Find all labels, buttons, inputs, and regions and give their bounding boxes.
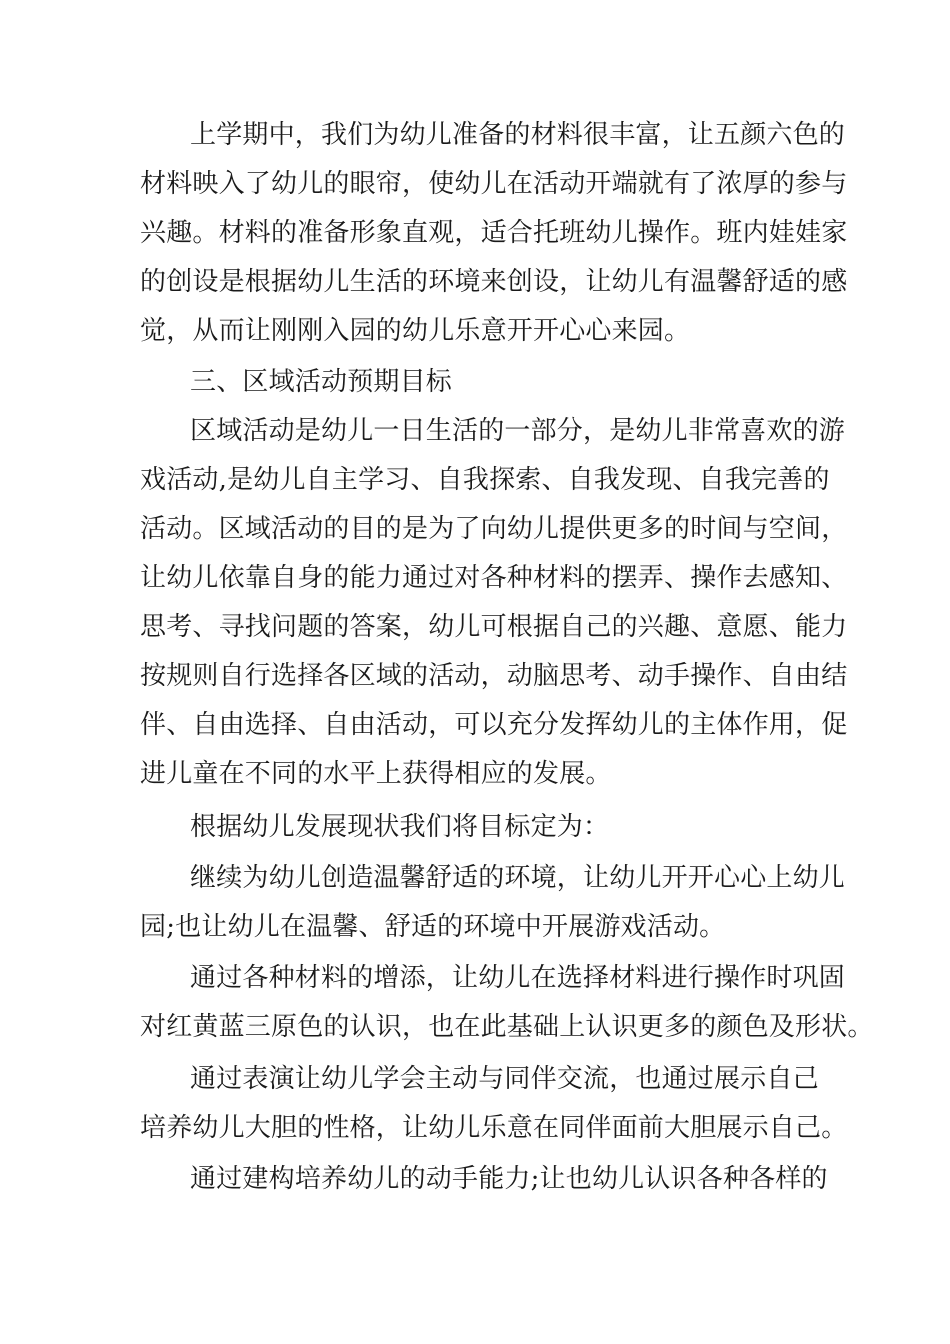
paragraph-line: 根据幼儿发展现状我们将目标定为：: [190, 812, 610, 842]
paragraph-line: 活动。区域活动的目的是为了向幼儿提供更多的时间与空间，: [140, 514, 848, 544]
paragraph-line: 材料映入了幼儿的眼帘，使幼儿在活动开端就有了浓厚的参与: [140, 169, 848, 199]
paragraph-line: 通过建构培养幼儿的动手能力;让也幼儿认识各种各样的: [190, 1164, 828, 1194]
paragraph-line: 思考、寻找问题的答案，幼儿可根据自己的兴趣、意愿、能力: [140, 612, 848, 642]
paragraph-line: 的创设是根据幼儿生活的环境来创设，让幼儿有温馨舒适的感: [140, 267, 848, 297]
paragraph-line: 按规则自行选择各区域的活动，动脑思考、动手操作、自由结: [140, 661, 848, 691]
paragraph-line: 通过各种材料的增添，让幼儿在选择材料进行操作时巩固: [190, 963, 846, 993]
paragraph-line: 兴趣。材料的准备形象直观，适合托班幼儿操作。班内娃娃家: [140, 218, 848, 248]
paragraph-line: 培养幼儿大胆的性格，让幼儿乐意在同伴面前大胆展示自己。: [140, 1113, 848, 1143]
paragraph-line: 戏活动,是幼儿自主学习、自我探索、自我发现、自我完善的: [140, 465, 830, 495]
paragraph-line: 园;也让幼儿在温馨、舒适的环境中开展游戏活动。: [140, 912, 726, 942]
paragraph-line: 觉，从而让刚刚入园的幼儿乐意开开心心来园。: [140, 316, 691, 346]
paragraph-line: 继续为幼儿创造温馨舒适的环境，让幼儿开开心心上幼儿: [190, 863, 846, 893]
section-heading: 三、区域活动预期目标: [190, 367, 453, 397]
paragraph-line: 伴、自由选择、自由活动，可以充分发挥幼儿的主体作用，促: [140, 710, 848, 740]
paragraph-line: 进儿童在不同的水平上获得相应的发展。: [140, 759, 612, 789]
paragraph-line: 区域活动是幼儿一日生活的一部分，是幼儿非常喜欢的游: [190, 416, 846, 446]
paragraph-line: 让幼儿依靠自身的能力通过对各种材料的摆弄、操作去感知、: [140, 563, 848, 593]
paragraph-line: 上学期中，我们为幼儿准备的材料很丰富，让五颜六色的: [190, 120, 846, 150]
paragraph-line: 对红黄蓝三原色的认识，也在此基础上认识更多的颜色及形状。: [140, 1012, 874, 1042]
paragraph-line: 通过表演让幼儿学会主动与同伴交流，也通过展示自己: [190, 1064, 819, 1094]
